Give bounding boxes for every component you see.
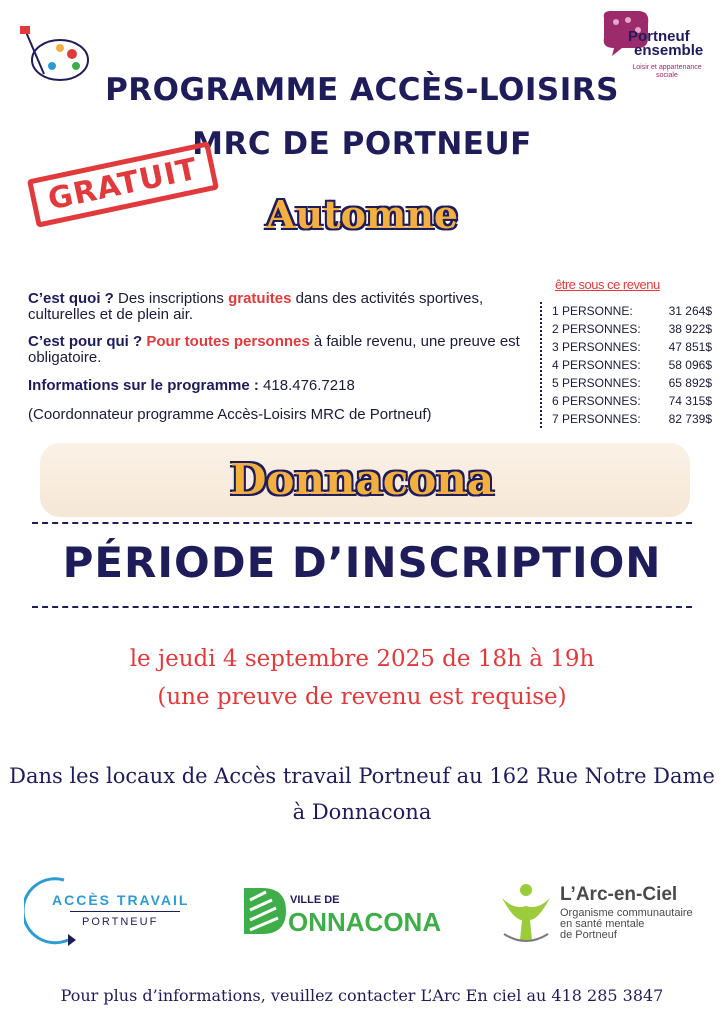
income-label: 4 PERSONNES: — [552, 358, 641, 372]
income-value: 65 892$ — [668, 376, 712, 390]
donnacona-text: ONNACONA — [288, 907, 442, 937]
contact-label: Informations sur le programme : — [28, 377, 259, 394]
place-line1: Dans les locaux de Accès travail Portneuf au 162 Rue Notre Dame — [9, 764, 715, 788]
what-pre: Des inscriptions — [118, 290, 224, 307]
contact-line — [28, 378, 533, 394]
arc-en-ciel-line1: Organisme communautaire — [560, 907, 693, 919]
ville-donnacona-logo — [242, 886, 470, 936]
income-label: 7 PERSONNES: — [552, 412, 641, 426]
income-value: 82 739$ — [668, 412, 712, 426]
program-title-line1: PROGRAMME ACCÈS-LOISIRS — [105, 72, 619, 108]
portneuf-logo-tagline1: Loisir et appartenance — [632, 64, 702, 71]
arc-en-ciel-title: L’Arc-en-Ciel — [560, 884, 678, 905]
what-paragraph — [28, 291, 533, 323]
who-paragraph — [28, 334, 533, 366]
acces-travail-line2: PORTNEUF — [82, 916, 159, 928]
income-label: 6 PERSONNES: — [552, 394, 641, 408]
date-line: le jeudi 4 septembre 2025 de 18h à 19h — [129, 646, 595, 672]
divider-top — [32, 522, 692, 524]
town-title: Donnacona — [229, 455, 495, 504]
portneuf-logo-line2: ensemble — [634, 42, 704, 59]
donnacona-d-icon — [242, 886, 288, 936]
income-label: 2 PERSONNES: — [552, 322, 641, 336]
income-value: 74 315$ — [668, 394, 712, 408]
income-label: 5 PERSONNES: — [552, 376, 641, 390]
income-row — [552, 302, 712, 320]
acces-travail-line1: ACCÈS TRAVAIL — [52, 892, 190, 908]
arc-en-ciel-logo — [498, 880, 712, 950]
income-table — [540, 302, 712, 428]
period-title: PÉRIODE D’INSCRIPTION — [62, 538, 662, 587]
what-highlight: gratuites — [228, 290, 292, 307]
income-value: 31 264$ — [668, 304, 712, 318]
coordinator-line: (Coordonnateur programme Accès-Loisirs MRC de Portneuf) — [28, 406, 432, 423]
what-post: dans des activités sportives, culturelles et de plein air. — [28, 290, 484, 323]
person-figure-icon — [498, 880, 554, 946]
income-value: 58 096$ — [668, 358, 712, 372]
program-title-line2: MRC DE PORTNEUF — [192, 126, 532, 162]
income-row — [552, 410, 712, 428]
income-row — [552, 392, 712, 410]
portneuf-logo-line1: Portneuf — [628, 28, 690, 45]
income-row — [552, 356, 712, 374]
acces-travail-rule — [70, 911, 180, 912]
portneuf-logo-tagline2: sociale — [656, 72, 678, 79]
what-label: C’est quoi ? — [28, 290, 114, 307]
gratuit-stamp: GRATUIT — [27, 141, 219, 228]
place-line2: à Donnacona — [292, 800, 432, 824]
ville-de-text: VILLE DE — [290, 894, 340, 906]
who-post: à faible revenu, une preuve est obligatoire. — [28, 333, 520, 366]
divider-bottom — [32, 606, 692, 608]
income-label: 1 PERSONNE: — [552, 304, 633, 318]
income-row — [552, 338, 712, 356]
income-row — [552, 374, 712, 392]
income-title: être sous ce revenu — [555, 277, 660, 292]
arc-en-ciel-line3: de Portneuf — [560, 929, 617, 941]
income-value: 38 922$ — [668, 322, 712, 336]
season-title: Automne — [265, 192, 459, 237]
proof-line: (une preuve de revenu est requise) — [157, 684, 567, 710]
footer-contact: Pour plus d’informations, veuillez contacter L’Arc En ciel au 418 285 3847 — [60, 986, 664, 1005]
income-value: 47 851$ — [668, 340, 712, 354]
who-label: C’est pour qui ? — [28, 333, 143, 350]
contact-phone: 418.476.7218 — [263, 377, 355, 394]
who-highlight: Pour toutes personnes — [146, 333, 310, 350]
acces-travail-logo — [24, 874, 204, 948]
income-row — [552, 320, 712, 338]
income-label: 3 PERSONNES: — [552, 340, 641, 354]
arc-en-ciel-line2: en santé mentale — [560, 918, 645, 930]
